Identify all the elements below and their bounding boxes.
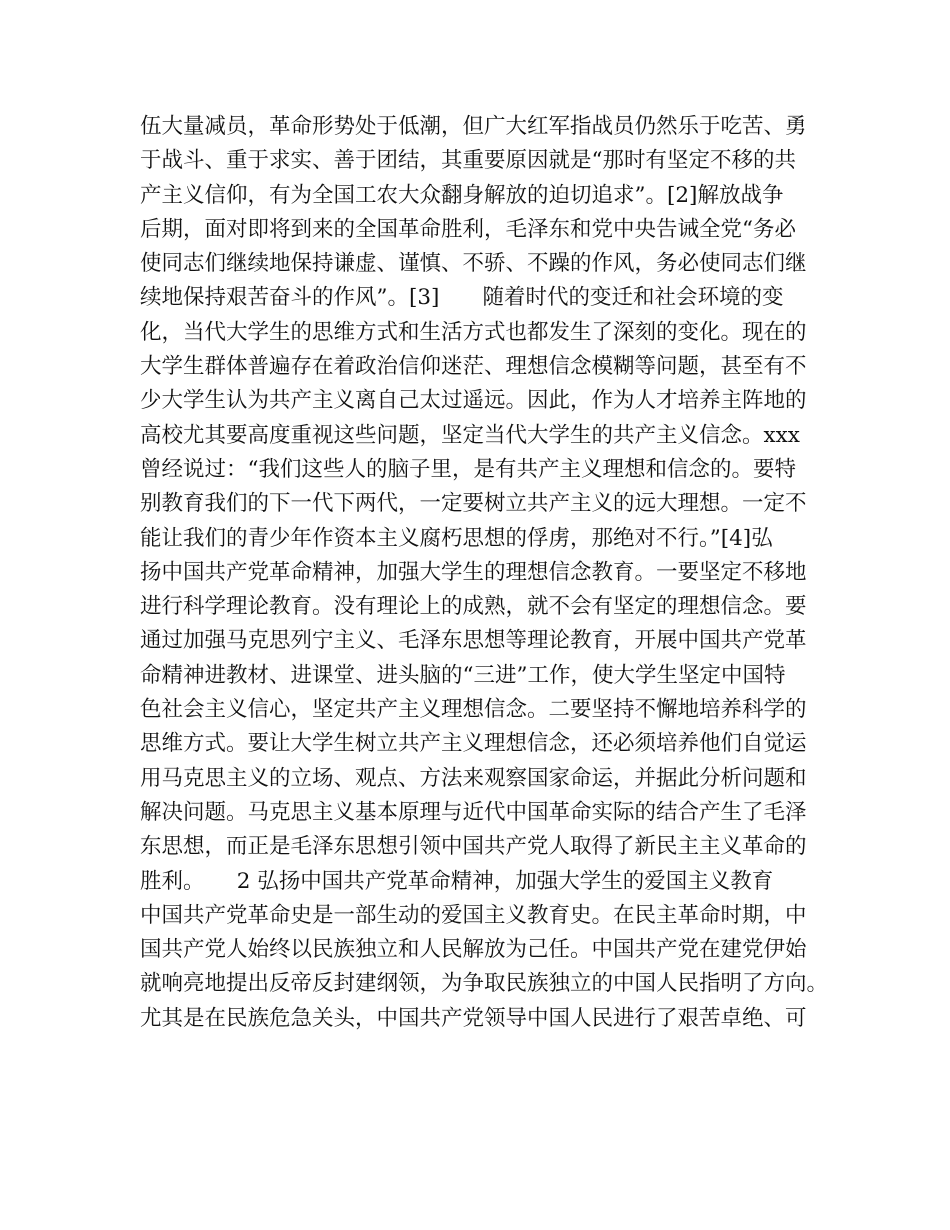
text-line: 后期，面对即将到来的全国革命胜利，毛泽东和党中央告诫全党“务必	[140, 216, 796, 242]
text-line: 伍大量减员，革命形势处于低潮，但广大红军指战员仍然乐于吃苦、勇	[140, 114, 807, 139]
text-line: 思维方式。要让大学生树立共产主义理想信念，还必须培养他们自觉运	[140, 731, 807, 757]
text-line: 于战斗、重于求实、善于团结，其重要原因就是“那时有坚定不移的共	[140, 148, 796, 174]
text-line: 进行科学理论教育。没有理论上的成熟，就不会有坚定的理想信念。要	[140, 594, 807, 620]
text-line: 高校尤其要高度重视这些问题，坚定当代大学生的共产主义信念。xxx	[140, 422, 800, 448]
text-line: 使同志们继续地保持谦虚、谨慎、不骄、不躁的作风，务必使同志们继	[140, 251, 807, 277]
text-line: 别教育我们的下一代下两代，一定要树立共产主义的远大理想。一定不	[140, 491, 807, 517]
text-line: 产主义信仰，有为全国工农大众翻身解放的迫切追求”。[2]解放战争	[140, 182, 784, 208]
text-line: 就响亮地提出反帝反封建纲领，为争取民族独立的中国人民指明了方向。	[140, 971, 829, 997]
text-line: 通过加强马克思列宁主义、毛泽东思想等理论教育，开展中国共产党革	[140, 628, 807, 654]
body-text	[140, 110, 840, 1036]
text-line: 大学生群体普遍存在着政治信仰迷茫、理想信念模糊等问题，甚至有不	[140, 354, 807, 380]
text-line: 能让我们的青少年作资本主义腐朽思想的俘虏，那绝对不行。”[4]弘	[140, 525, 773, 551]
text-line: 曾经说过：“我们这些人的脑子里，是有共产主义理想和信念的。要特	[140, 456, 796, 482]
text-line: 中国共产党革命史是一部生动的爱国主义教育史。在民主革命时期，中	[140, 902, 807, 928]
text-line: 东思想，而正是毛泽东思想引领中国共产党人取得了新民主主义革命的	[140, 834, 807, 860]
text-line: 少大学生认为共产主义离自己太过遥远。因此，作为人才培养主阵地的	[140, 388, 807, 414]
text-line: 国共产党人始终以民族独立和人民解放为己任。中国共产党在建党伊始	[140, 937, 807, 963]
text-line: 尤其是在民族危急关头，中国共产党领导中国人民进行了艰苦卓绝、可	[140, 1005, 807, 1031]
text-line: 扬中国共产党革命精神，加强大学生的理想信念教育。一要坚定不移地	[140, 559, 807, 585]
text-line: 胜利。 2 弘扬中国共产党革命精神，加强大学生的爱国主义教育	[140, 868, 774, 894]
text-line: 续地保持艰苦奋斗的作风”。[3] 随着时代的变迁和社会环境的变	[140, 285, 784, 311]
text-line: 化，当代大学生的思维方式和生活方式也都发生了深刻的变化。现在的	[140, 319, 807, 345]
text-line: 用马克思主义的立场、观点、方法来观察国家命运，并据此分析问题和	[140, 765, 807, 791]
text-line: 色社会主义信心，坚定共产主义理想信念。二要坚持不懈地培养科学的	[140, 697, 807, 723]
text-line: 命精神进教材、进课堂、进头脑的“三进”工作，使大学生坚定中国特	[140, 662, 786, 688]
text-line: 解决问题。马克思主义基本原理与近代中国革命实际的结合产生了毛泽	[140, 799, 807, 825]
